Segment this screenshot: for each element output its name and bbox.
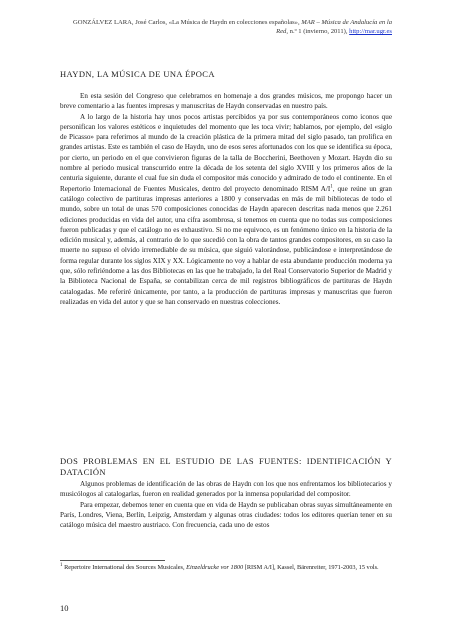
header-article-title: , «La Música de Haydn en colecciones españolas», [165,19,302,26]
header-author: GONZÁLVEZ LARA, José Carlos [72,19,166,26]
footnote-divider [60,560,165,561]
footnote-number: 1 [60,562,63,568]
paragraph: En esta sesión del Congreso que celebramos en homenaje a dos grandes músicos, me propongo hacer un breve comentario a las fuentes impresas y manuscritas de Haydn conservadas en nuestro país. [60,92,392,111]
section-title-haydn: HAYDN, LA MÚSICA DE UNA ÉPOCA [60,69,215,79]
paragraph: Algunos problemas de identificación de las obras de Haydn con los que nos enfrentamos los bibliotecarios y musicólogos al catalogarlas, fueron en realidad generados por la inmensa popularidad del compositor. [60,480,392,499]
section-title-problems: DOS PROBLEMAS EN EL ESTUDIO DE LAS FUENTES: IDENTIFICACIÓN Y DATACIÓN [60,456,392,477]
header-issue: , n.º 1 (invierno, 2011), [286,28,350,35]
section-body-haydn [60,91,392,307]
section-body-problems [60,479,392,530]
footnote-text-end: [RISM A/I], Kassel, Bärenreiter, 1971-2003, 15 vols. [243,564,379,571]
running-head [60,18,392,36]
paragraph-text: A lo largo de la historia hay unos pocos artistas percibidos ya por sus contemporáneos como iconos que personifican los valores estéticos e inquietudes del momento que les toca vivir; hablamos, por ejemplo, del «siglo de Picasso» para referirnos al mundo de la creación plástica de la primera mitad del siglo pasado, tan prolífica en grandes artistas. Este es también el caso de Haydn, uno de esos seres afortunados con los que se identifica su época, por cierto, un periodo en el que convivieron figuras de la talla de Boccherini, Beethoven y Mozart. Haydn dio su nombre al periodo musical transcurrido entre la década de los setenta del siglo XVIII y los primeros años de la centuria siguiente, durante el cual fue sin duda el compositor más conocido y admirado de todo el continente. En el Repertorio Internacional de Fuentes Musicales, dentro del proyecto denominado RISM A/I [60,112,392,193]
paragraph-text-continued: , que reúne un gran catálogo colectivo de partituras impresas anteriores a 1800 y conservadas en más de mil bibliotecas de todo el mundo, sobre un total de unas 570 composiciones conocidas de Haydn aparecen descritas nada menos que 2.261 ediciones producidas en vida del autor, una cifra asombrosa, si tenemos en cuenta que no todas sus composiciones fueron publicadas y que el catálogo no es exhaustivo. Si no me equivoco, es un fenómeno único en la historia de la edición musical y, además, al contrario de lo que sucedió con la obra de tantos grandes compositores, en su caso la muerte no supuso el olvido irremediable de su música, que siguió valorándose, publicándose e interpretándose de forma regular durante los siglos XIX y XX. Lógicamente no voy a hablar de esta abundante producción moderna ya que, sólo refiriéndome a las dos Bibliotecas en las que he trabajado, la del Real Conservatorio Superior de Madrid y la Biblioteca Nacional de España, se contabilizan cerca de mil registros bibliográficos de partituras de Haydn catalogadas. Me referiré únicamente, por tanto, a la producción de partituras impresas y manuscritas que fueron realizadas en vida del autor y que se han conservado en nuestras colecciones. [60,184,393,306]
paragraph: Para empezar, debemos tener en cuenta que en vida de Haydn se publicaban obras suyas simultáneamente en París, Londres, Viena, Berlín, Leipzig, Amsterdam y algunas otras ciudades: todos los editores querían tener en su catálogo música del maestro austriaco. Con frecuencia, cada uno de estos [60,500,392,530]
header-journal: MAR – Música de Andalucía en la Red [276,19,392,35]
footnote-reference[interactable]: 1 [330,184,333,190]
header-url-link[interactable]: http://mar.ugr.es [349,28,392,35]
footnote-italic-title: Einzeldrucke vor 1800 [186,564,244,571]
footnote-text: Repertoire International des Sources Musicales, [62,564,187,571]
footnote [60,564,392,573]
paragraph [60,112,392,308]
page-number: 10 [60,603,69,613]
